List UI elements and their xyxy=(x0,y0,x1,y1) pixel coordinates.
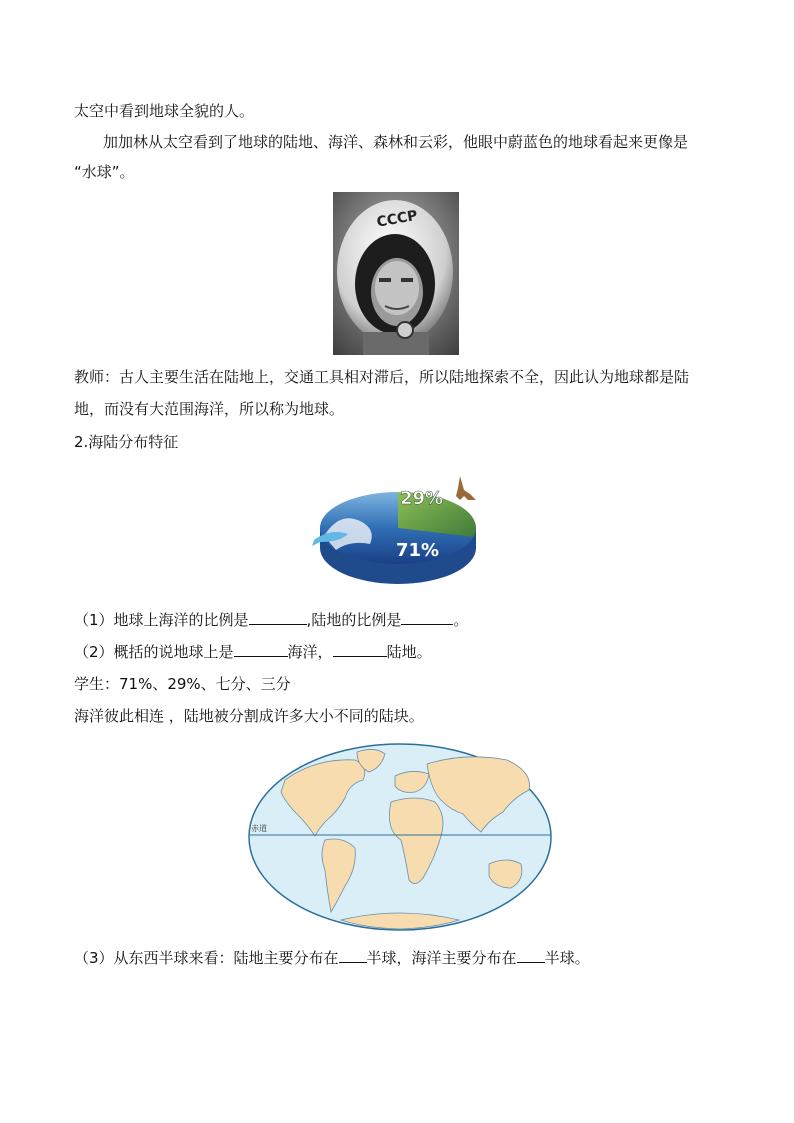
student-answer: 学生：71%、29%、七分、三分 xyxy=(74,675,291,693)
q3-prefix: （3）从东西半球来看：陆地主要分布在 xyxy=(74,949,339,967)
pie-label-land: 29% xyxy=(400,488,444,509)
q3-blank-ocean[interactable] xyxy=(517,948,545,963)
q1-suffix: 。 xyxy=(453,611,469,629)
q1-prefix: （1）地球上海洋的比例是 xyxy=(74,611,249,629)
land-ocean-pie-chart xyxy=(310,470,485,590)
section-heading: 2.海陆分布特征 xyxy=(74,433,179,451)
kangaroo-decoration xyxy=(456,476,476,500)
question-3 xyxy=(74,948,590,968)
q1-blank-land[interactable] xyxy=(401,610,453,625)
question-2 xyxy=(74,642,432,662)
q3-suffix: 半球。 xyxy=(544,949,590,967)
helmet-text: CCCP xyxy=(375,207,419,231)
ocean-connected-text: 海洋彼此相连 ，陆地被分割成许多大小不同的陆块。 xyxy=(74,707,424,725)
pie-label-ocean: 71% xyxy=(396,540,440,561)
q2-blank-land[interactable] xyxy=(333,642,387,657)
paragraph-gagarin: 加加林从太空看到了地球的陆地、海洋、森林和云彩，他眼中蔚蓝色的地球看起来更像是 xyxy=(103,133,689,151)
q1-blank-ocean[interactable] xyxy=(249,610,307,625)
equator-label: 赤道 xyxy=(251,824,267,833)
q2-suffix: 陆地。 xyxy=(386,643,432,661)
q3-mid: 半球，海洋主要分布在 xyxy=(366,949,517,967)
gagarin-photo xyxy=(333,192,459,355)
world-map xyxy=(245,740,555,935)
teacher-text-line2: 地，而没有大范围海洋，所以称为地球。 xyxy=(74,400,345,418)
paragraph-continuation: 太空中看到地球全貌的人。 xyxy=(74,102,255,120)
teacher-text-line1: 教师：古人主要生活在陆地上，交通工具相对滞后，所以陆地探索不全，因此认为地球都是陆 xyxy=(74,368,690,386)
q3-blank-land[interactable] xyxy=(339,948,367,963)
question-1 xyxy=(74,610,468,630)
q2-blank-ocean[interactable] xyxy=(234,642,288,657)
q1-mid: ,陆地的比例是 xyxy=(306,611,402,629)
paragraph-water-ball: “水球”。 xyxy=(74,163,135,181)
q2-prefix: （2）概括的说地球上是 xyxy=(74,643,234,661)
q2-mid: 海洋， xyxy=(287,643,333,661)
